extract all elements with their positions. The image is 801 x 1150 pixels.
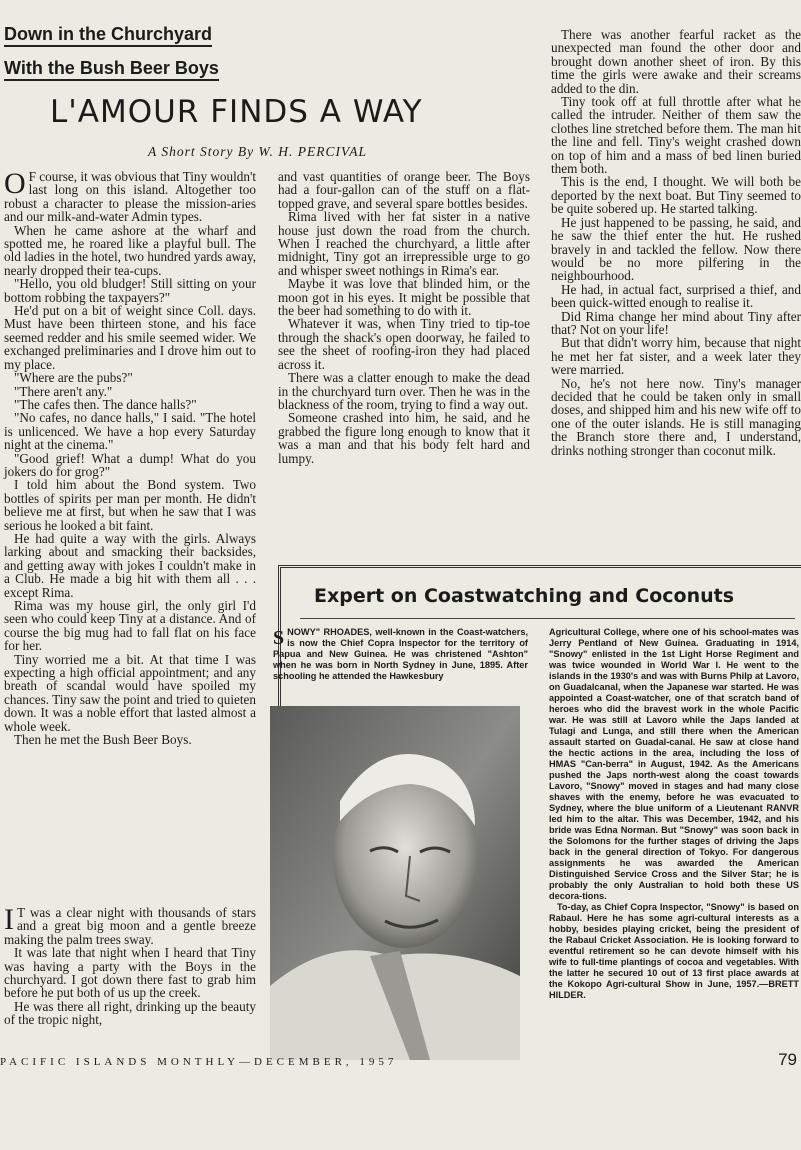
paragraph: T was a clear night with thousands of stars and a great big moon and a gentle breeze making the palm trees sway.	[4, 905, 256, 947]
paragraph: Did Rima change her mind about Tiny after that? Not on your life!	[551, 308, 801, 337]
paragraph: Rima was my house girl, the only girl I'd seen who could keep Tiny at a distance. And of course the big mug had to fall flat on his face for her.	[4, 598, 256, 654]
paragraph: He had quite a way with the girls. Always larking about and smacking their backsides, and getting away with jokes I couldn't make in a Club. He made a big hit with them all . . . except Rima.	[4, 530, 256, 600]
portrait-photo	[270, 706, 520, 1060]
paragraph: When he came ashore at the wharf and spotted me, he roared like a playful bull. The old ladies in the hotel, two hundred yards away, nearly dropped their tea-cups.	[4, 222, 256, 278]
paragraph: and vast quantities of orange beer. The Boys had a four-gallon can of the stuff on a flat-topped grave, and several spare bottles besides.	[278, 169, 530, 211]
drop-cap: I	[4, 903, 14, 936]
paragraph: "There aren't any."	[14, 383, 113, 399]
paragraph: He'd put on a bit of weight since Coll. days. Must have been thirteen stone, and his face seemed redder and his smile seemed wider. We exchanged preliminaries and I drove him out to my place.	[4, 303, 256, 372]
story-column-2	[278, 170, 530, 465]
paragraph: "Where are the pubs?"	[14, 370, 133, 386]
paragraph: No, he's not here now. Tiny's manager decided that he could be taken only in small doses, and shipped him and his new wife off to one of the outer islands. He is still managing the Branch store there and, I understand, drinks nothing stronger than coconut milk.	[551, 375, 801, 458]
paragraph: Tiny worried me a bit. At that time I was expecting a high official appointment; and any breath of scandal would have spoiled my chances. Tiny saw the point and tried to quieten down. It was a noble effort that lasted almost a whole week.	[4, 651, 256, 734]
paragraph: Agricultural College, where one of his school-mates was Jerry Pentland of New Guinea. Graduating in 1914, "Snowy" enlisted in the 1st Light Horse Regiment and was twice wounded in World War I. He went to the islands in the 1930's and was with Burns Philp at Lavoro, on Guadalcanal, when the Japanese war started. He was appointed a Coast-watcher, one of that scratch band of heroes who did the bravest work in the whole Pacific war. He was still at Lavoro while the Japs landed at Tulagi and Lunga, and still there when the American assault started on Guadal-canal. He saw at close hand the hectic actions in the area, including the loss of HMAS "Can-berra" in August, 1942. As the Americans pushed the Japs north-west along the coast towards Lavoro, "Snowy" moved in stages and had many close shaves with the enemy, before he was evacuated to Sydney, where the blue uniform of a Lieutenant RANVR led him to the altar. This was December, 1942, and his bride was Edna Norman. But "Snowy" was soon back in the Solomons for the further stages of driving the Japs back in the general direction of Tokyo. For dangerous assignments he was awarded the American Distinguished Service Cross and the Silver Star; he is probably the only Australian to hold both these US decora-tions.	[549, 627, 799, 901]
paragraph: "Hello, you old bludger! Still sitting on your bottom robbing the taxpayers?"	[4, 276, 256, 305]
paragraph: He just happened to be passing, he said, and he saw the thief enter the hut. He rushed bravely in and tackled the fellow. Now there would be no more pilfering in the neighbourhood.	[551, 214, 801, 284]
paragraph: But that didn't worry him, because that night he met her fat sister, and a week later they were married.	[551, 335, 801, 378]
kicker-line-1: Down in the Churchyard	[4, 24, 212, 47]
headline: L'AMOUR FINDS A WAY	[50, 94, 423, 130]
paragraph: "No cafes, no dance halls," I said. "The hotel is unlicenced. We have a hop every Saturday night at the cinema."	[4, 410, 256, 453]
paragraph: There was a clatter enough to make the dead in the churchyard turn over. Then he was in the blackness of the room, trying to find a way out.	[278, 370, 530, 412]
story-column-1-part-2	[4, 903, 256, 1028]
paragraph: Someone crashed into him, he said, and he grabbed the figure long enough to know that it was a man and that his body felt hard and lumpy.	[278, 410, 530, 466]
paragraph: NOWY" RHOADES, well-known in the Coast-watchers, is now the Chief Copra Inspector for the territory of Papua and New Guinea. He was christened "Ashton" when he was born in North Sydney in June, 1895. After schooling he attended the Hawkesbury	[273, 627, 528, 681]
paragraph: Maybe it was love that blinded him, or the moon got in his eyes. It might be possible that the beer had something to do with it.	[278, 276, 530, 319]
paragraph: Rima lived with her fat sister in a native house just down the road from the church. When I reached the churchyard, a little after midnight, Tiny got an irrepressible urge to go and whisper sweet nothings in Rima's ear.	[278, 209, 530, 278]
kicker-line-2: With the Bush Beer Boys	[4, 58, 219, 81]
story-column-3	[551, 28, 801, 457]
drop-cap: S	[273, 627, 285, 649]
sidebar-column-right	[549, 627, 799, 1001]
byline: A Short Story By W. H. PERCIVAL	[148, 144, 367, 159]
page-number: 79	[778, 1050, 797, 1069]
paragraph: He was there all right, drinking up the beauty of the tropic night,	[4, 998, 256, 1028]
drop-cap: O	[4, 167, 26, 200]
paragraph: This is the end, I thought. We will both be deported by the next boat. But Tiny seemed to be quite sobered up. He started talking.	[551, 174, 801, 217]
paragraph: He had, in actual fact, surprised a thief, and been quick-witted enough to realise it.	[551, 281, 801, 311]
paragraph: Tiny took off at full throttle after what he called the intruder. Neither of them saw the clothes line stretched before them. The man hit the line and fell. Tiny's weight crashed down on top of him and a mass of bed linen buried them both.	[551, 94, 801, 177]
paragraph: F course, it was obvious that Tiny wouldn't last long on this island. Altogether too robust a character to please the mission-aries and our milk-and-water Admin types.	[4, 169, 256, 225]
paragraph: Whatever it was, when Tiny tried to tip-toe through the shack's open doorway, he failed to see the sheet of roofing-iron they had placed across it.	[278, 316, 530, 372]
sidebar-title: Expert on Coastwatching and Coconuts	[314, 585, 735, 607]
paragraph: "The cafes then. The dance halls?"	[14, 396, 197, 412]
page-footer: PACIFIC ISLANDS MONTHLY—DECEMBER, 1957	[0, 1056, 398, 1068]
paragraph: Then he met the Bush Beer Boys.	[14, 732, 192, 748]
story-column-1	[4, 167, 256, 748]
paragraph: To-day, as Chief Copra Inspector, "Snowy" is based on Rabaul. Here he has some agri-cultural interests as a hobby, besides playing cricket, being the president of the Rabaul Cricket Association. He is looking forward to eventful retirement so he can devote himself with his wife to full-time plantings of cocoa and vegetables. With the latter he secured 10 out of 13 first place awards at the Kokopo Agri-cultural Show in June, 1957.—BRETT HILDER.	[549, 902, 799, 1000]
paragraph: I told him about the Bond system. Two bottles of spirits per man per month. He didn't believe me at first, but when he saw that I was serious he looked a bit faint.	[4, 477, 256, 533]
paragraph: It was late that night when I heard that Tiny was having a party with the Boys in the churchyard. I got down there fast to grab him before he put both of us up the creek.	[4, 945, 256, 1001]
paragraph: "Good grief! What a dump! What do you jokers do for grog?"	[4, 450, 256, 479]
paragraph: There was another fearful racket as the unexpected man found the other door and brought down another sheet of iron. By this time the girls were awake and their screams added to the din.	[551, 27, 801, 96]
sidebar-rule	[300, 618, 795, 619]
sidebar-column-left	[273, 627, 528, 682]
